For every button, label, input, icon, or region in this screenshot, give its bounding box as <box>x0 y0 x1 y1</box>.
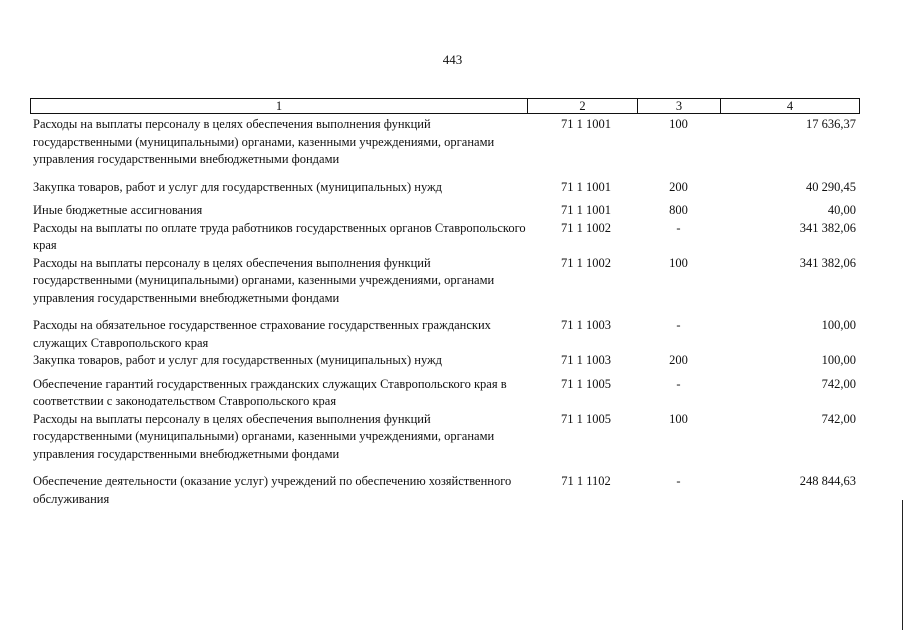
row-code: 71 1 1005 <box>561 376 611 391</box>
row-amount: 341 382,06 <box>799 220 856 235</box>
row-type: 100 <box>669 411 688 426</box>
row-amount: 742,00 <box>821 411 856 426</box>
row-description: Закупка товаров, работ и услуг для государственных (муниципальных) нужд <box>33 353 443 367</box>
row-amount: 100,00 <box>821 353 856 367</box>
row-code: 71 1 1001 <box>561 179 611 194</box>
row-description: Расходы на выплаты персоналу в целях обеспечения выполнения функций государственными (муниципальными) органами, казенными учреждениями, органами управления государственными внебюджетными фондами <box>33 411 495 461</box>
table-row <box>30 116 860 169</box>
row-type: 200 <box>669 353 688 367</box>
table-header <box>30 98 860 114</box>
row-code: 71 1 1002 <box>561 220 611 235</box>
row-amount: 40,00 <box>827 203 856 217</box>
row-type: - <box>676 474 681 488</box>
table-row <box>30 255 860 308</box>
table-row <box>30 202 860 220</box>
table-row <box>30 352 860 370</box>
row-description: Расходы на обязательное государственное страхование государственных гражданских служащих Ставропольского края <box>33 318 491 350</box>
row-code: 71 1 1102 <box>561 474 611 488</box>
row-code: 71 1 1003 <box>561 318 611 332</box>
table-body <box>30 116 860 508</box>
row-type: 100 <box>669 117 688 131</box>
row-code: 71 1 1001 <box>561 117 611 131</box>
row-type: 200 <box>669 179 688 194</box>
table-row <box>30 317 860 352</box>
header-col-1: 1 <box>31 99 528 113</box>
page-number: 443 <box>442 52 463 67</box>
header-col-4: 4 <box>786 99 794 113</box>
row-amount: 248 844,63 <box>799 474 856 488</box>
row-description: Иные бюджетные ассигнования <box>33 203 203 217</box>
row-description: Расходы на выплаты персоналу в целях обеспечения выполнения функций государственными (муниципальными) органами, казенными учреждениями, органами управления государственными внебюджетными фондами <box>33 117 495 166</box>
row-description: Обеспечение гарантий государственных гражданских служащих Ставропольского края в соответствии с законодательством Ставропольского края <box>33 376 507 408</box>
row-description: Закупка товаров, работ и услуг для государственных (муниципальных) нужд <box>33 179 443 194</box>
row-amount: 17 636,37 <box>806 117 856 131</box>
row-amount: 341 382,06 <box>799 255 856 270</box>
table-row <box>30 411 860 464</box>
table-row <box>30 473 860 508</box>
row-amount: 742,00 <box>821 376 856 391</box>
table-row <box>30 376 860 411</box>
row-amount: 40 290,45 <box>806 179 856 194</box>
row-description: Расходы на выплаты персоналу в целях обеспечения выполнения функций государственными (муниципальными) органами, казенными учреждениями, органами управления государственными внебюджетными фондами <box>33 255 495 305</box>
row-amount: 100,00 <box>821 318 856 332</box>
row-type: 100 <box>669 255 688 270</box>
row-type: - <box>676 376 681 391</box>
row-type: 800 <box>669 203 688 217</box>
row-type: - <box>676 318 681 332</box>
header-col-3: 3 <box>638 99 721 113</box>
row-description: Расходы на выплаты по оплате труда работников государственных органов Ставропольского края <box>33 220 526 252</box>
table-row <box>30 220 860 255</box>
table-row <box>30 179 860 197</box>
row-code: 71 1 1001 <box>561 203 611 217</box>
row-code: 71 1 1003 <box>561 353 611 367</box>
row-description: Обеспечение деятельности (оказание услуг) учреждений по обеспечению хозяйственного обслуживания <box>33 474 512 506</box>
row-type: - <box>676 220 681 235</box>
row-code: 71 1 1005 <box>561 411 611 426</box>
scan-edge-line <box>902 500 903 630</box>
row-code: 71 1 1002 <box>561 255 611 270</box>
header-col-2: 2 <box>528 99 638 113</box>
